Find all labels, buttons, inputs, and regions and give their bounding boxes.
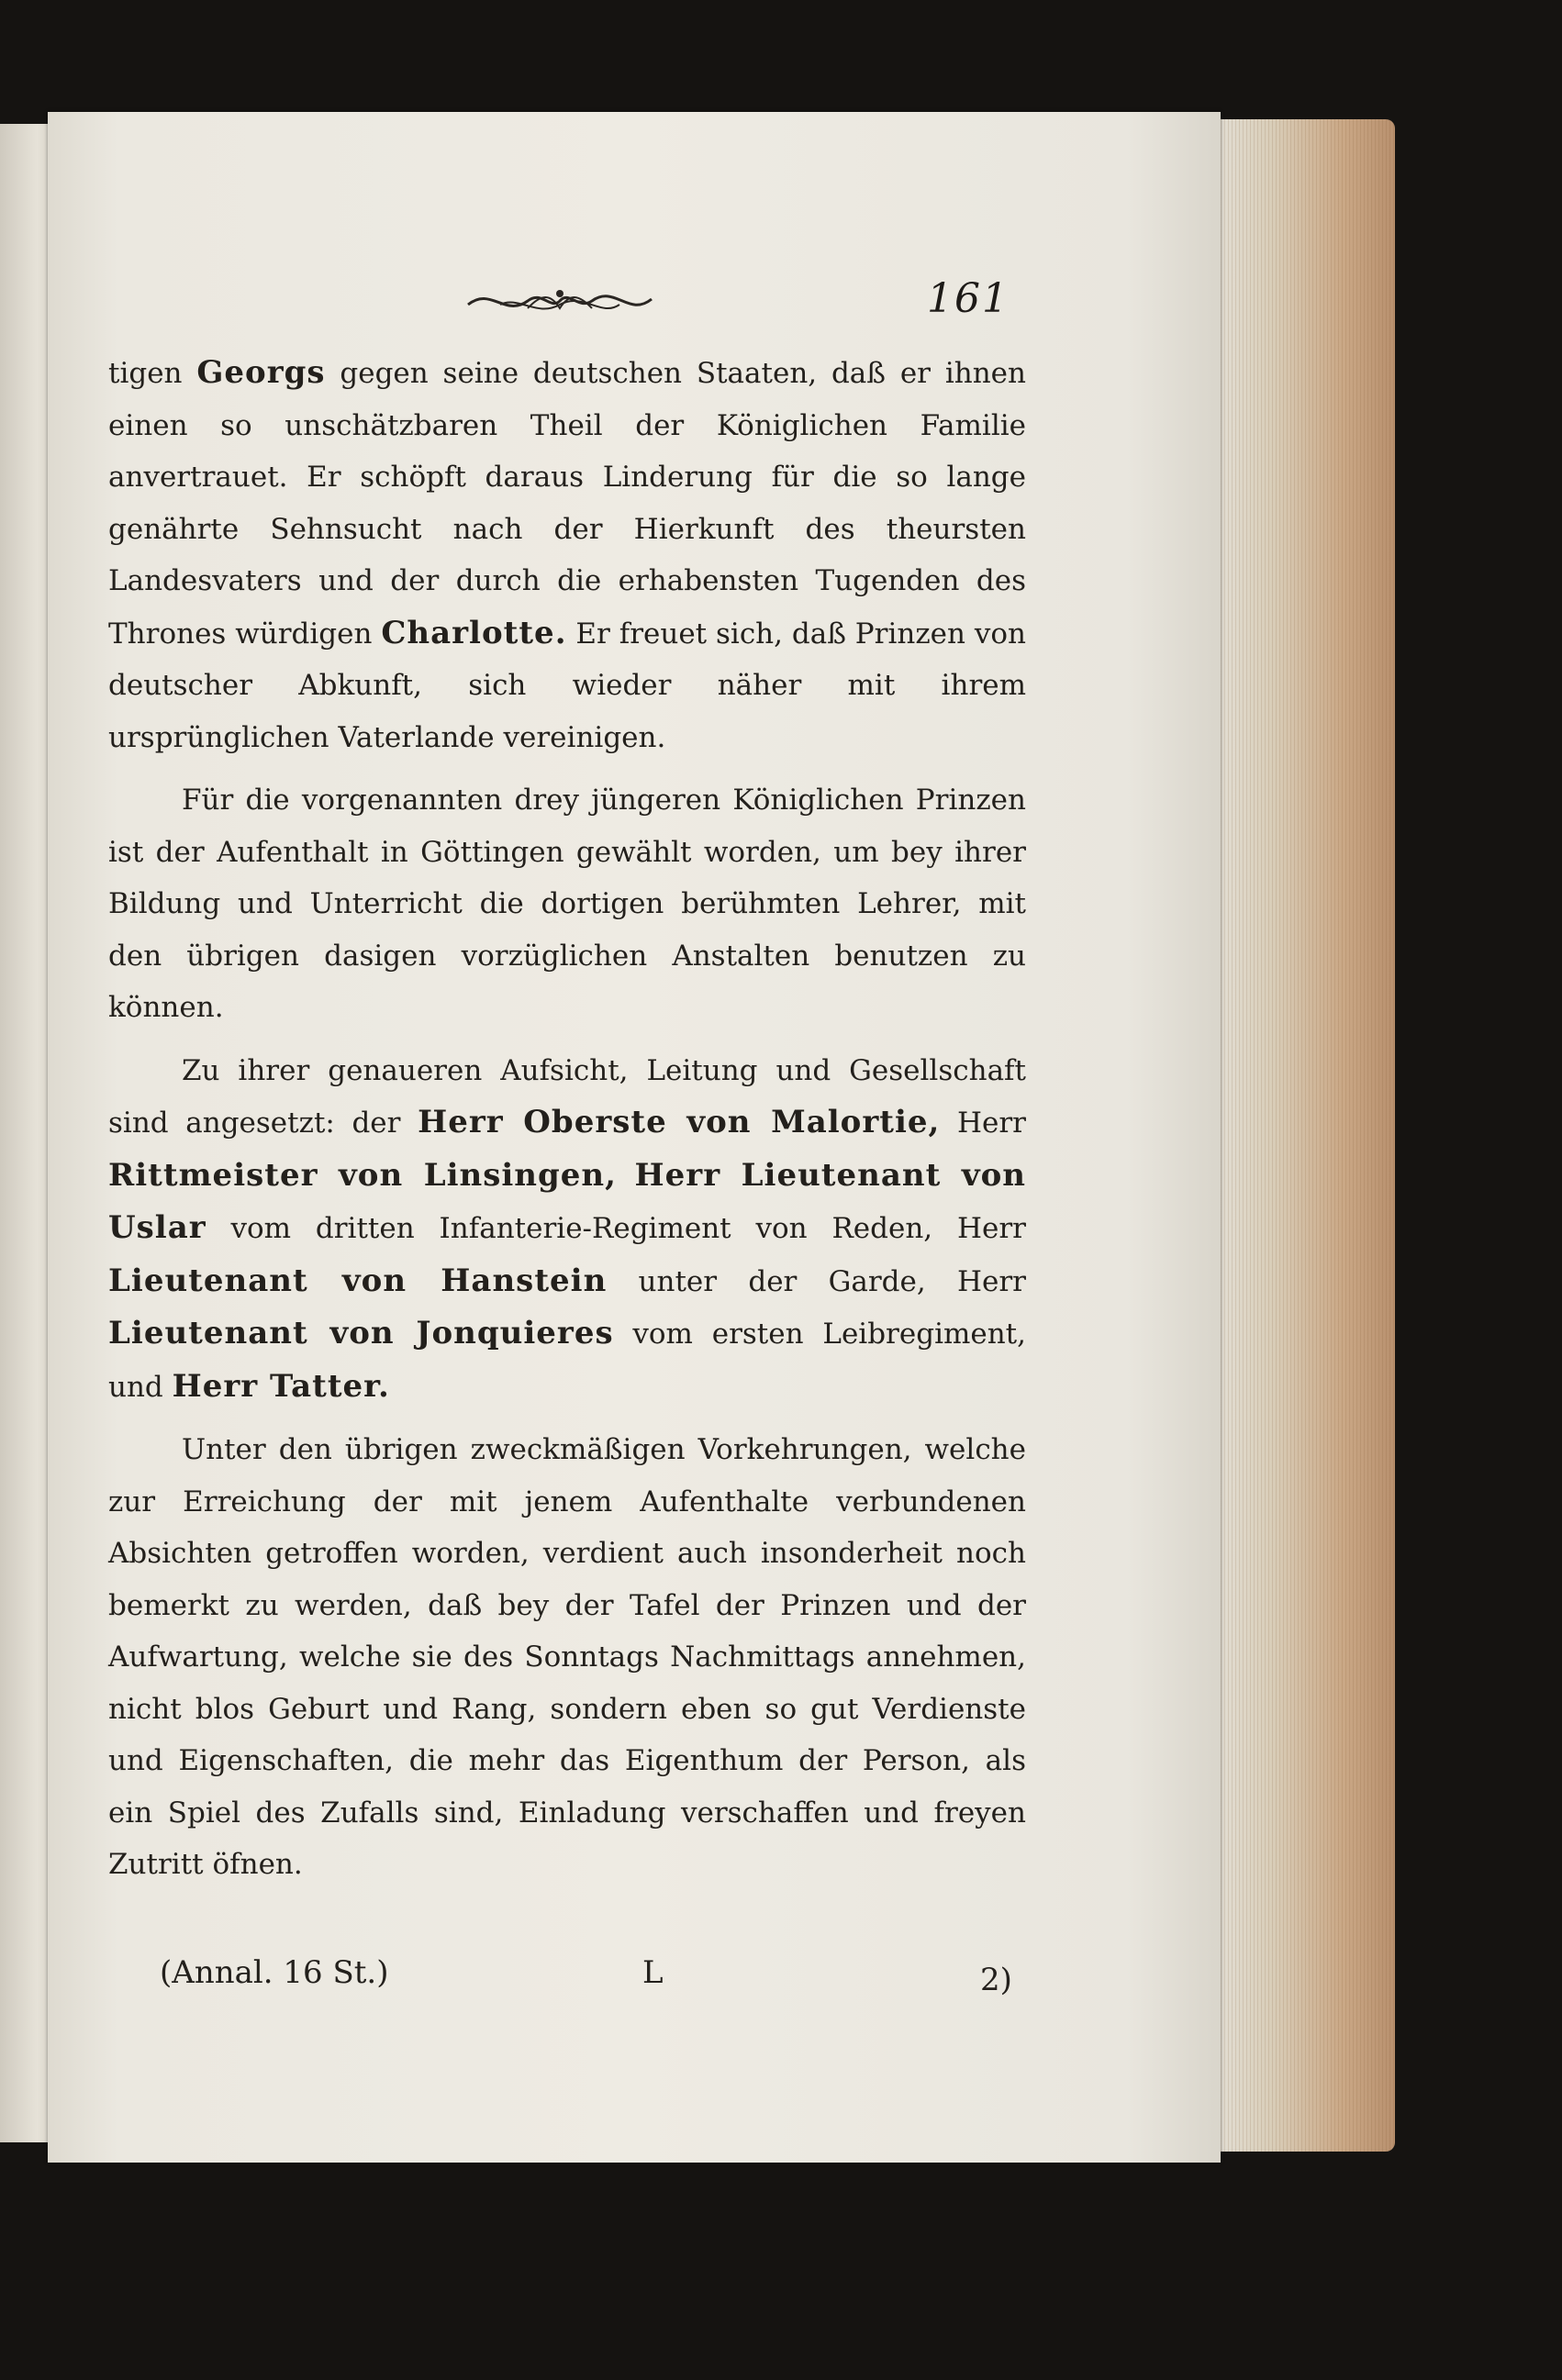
page-block-edges xyxy=(1221,119,1395,2152)
journal-reference: (Annal. 16 St.) xyxy=(160,1954,389,1991)
text-run: vom ersten Leibregiment, und xyxy=(108,1318,1026,1404)
paragraph xyxy=(108,347,1026,763)
text-run xyxy=(617,1160,635,1193)
text-run: vom dritten Infanterie-Regiment von Reden, Herr xyxy=(206,1212,1026,1245)
facing-page-edge xyxy=(0,124,53,2142)
emphasized-name: Georgs xyxy=(196,354,326,391)
body-text xyxy=(108,347,1026,1902)
emphasized-name: Herr Lieutenant von Uslar xyxy=(108,1156,1026,1246)
emphasized-name: Charlotte. xyxy=(381,614,567,651)
emphasized-name: Herr Tatter. xyxy=(172,1367,390,1405)
text-run: tigen xyxy=(108,357,197,390)
text-run: Unter den übrigen zweckmäßigen Vorkehrungen, welche zur Erreichung der mit jenem Aufenthalte verbundenen Absichten getroffen worden, verdient auch insonderheit noch bemerkt zu werden, daß bey der Tafel der Prinzen und der Aufwartung, welche sie des Sonntags Nachmittags annehmen, nicht blos Geburt und Rang, sondern eben so gut Verdienste und Eigenschaften, die mehr das Eigenthum der Person, als ein Spiel des Zufalls sind, Einladung verschaffen und freyen Zutritt öfnen. xyxy=(108,1433,1026,1881)
printer-signature: L xyxy=(642,1954,664,1991)
catchword: 2) xyxy=(980,1962,1012,1998)
text-run: Für die vorgenannten drey jüngeren Königlichen Prinzen ist der Aufenthalt in Göttingen gewählt worden, um bey ihrer Bildung und Unterricht die dortigen berühmten Lehrer, mit den übrigen dasigen vorzüglichen Anstalten benutzen zu können. xyxy=(108,784,1026,1024)
paragraph xyxy=(108,1045,1026,1414)
text-run: Er freuet sich, daß Prinzen von deutscher Abkunft, sich wieder näher mit ihrem ursprünglichen Vaterlande vereinigen. xyxy=(108,617,1026,754)
text-run: gegen seine deutschen Staaten, daß er ihnen einen so unschätzbaren Theil der Königlichen Familie anvertrauet. Er schöpft daraus Linderung für die so lange genährte Sehnsucht nach der Hierkunft des theursten Landesvaters und der durch die erhabensten Tugenden des Thrones würdigen xyxy=(108,357,1026,651)
emphasized-name: Lieutenant von Hanstein xyxy=(108,1262,608,1299)
emphasized-name: Rittmeister von Linsingen, xyxy=(108,1156,617,1194)
text-run: unter der Garde, Herr xyxy=(607,1264,1026,1298)
paragraph xyxy=(108,774,1026,1034)
page-footer xyxy=(108,1954,1026,2009)
text-run: Zu ihrer genaueren Aufsicht, Leitung und Gesellschaft sind angesetzt: der xyxy=(108,1053,1026,1140)
printer-ornament xyxy=(463,277,656,325)
paragraph xyxy=(108,1424,1026,1891)
page-number: 161 xyxy=(927,275,1010,322)
emphasized-name: Lieutenant von Jonquieres xyxy=(108,1315,614,1351)
text-run: Herr xyxy=(940,1107,1026,1140)
emphasized-name: Herr Oberste von Malortie, xyxy=(418,1104,941,1140)
